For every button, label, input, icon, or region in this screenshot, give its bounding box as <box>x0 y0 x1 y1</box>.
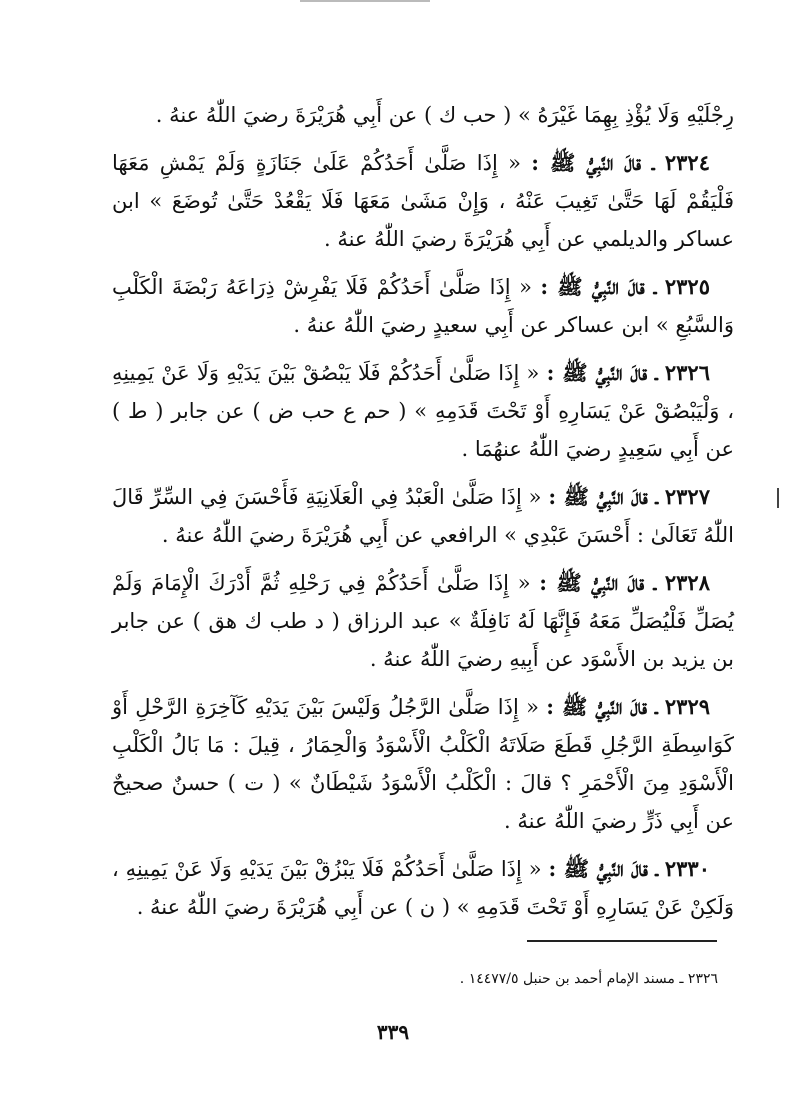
margin-mark <box>777 488 779 508</box>
hadith-2329 <box>112 688 734 840</box>
continuation-paragraph: رِجْلَيْهِ وَلَا يُؤْذِ بِهِمَا غَيْرَهُ » ( حب ك ) عن أَبِي هُرَيْرَةَ رضيَ اللّٰهُ عنهُ . <box>155 103 734 127</box>
page-number: ٣٣٩ <box>376 1020 410 1044</box>
hadith-2328 <box>112 564 734 678</box>
hadith-text: « إِذَا صَلَّىٰ أَحَدُكُمْ فِي رَحْلِهِ ثُمَّ أَدْرَكَ الْإِمَامَ وَلَمْ يُصَلِّ فَلْيُصَلِّ مَعَهُ فَإِنَّهَا لَهُ نَافِلَةٌ » عبد الرزاق ( د طب ك هق ) عن جابر بن يزيد بن الأَسْوَد عن أَبِيهِ رضيَ اللّٰهُ عنهُ . <box>112 571 734 671</box>
hadith-lead: ـ قالَ النَّبِيُّ ﷺ : <box>548 856 658 881</box>
hadith-2325 <box>112 268 734 344</box>
hadith-text: « إِذَا صَلَّىٰ أَحَدُكُمْ فَلَا يَفْرِشْ ذِرَاعَهُ رَبْضَةَ الْكَلْبِ وَالسَّبُعِ » ابن عساكر عن أَبِي سعيدٍ رضيَ اللّٰهُ عنهُ . <box>112 275 734 337</box>
footnote: ٢٣٢٦ ـ مسند الإمام أحمد بن حنبل ١٤٤٧٧/٥ . <box>459 971 718 987</box>
hadith-text: « إِذَا صَلَّىٰ الْعَبْدُ فِي الْعَلَانِيَةِ فَأَحْسَنَ فِي السِّرِّ قَالَ اللّٰهُ تَعَالَىٰ : أَحْسَنَ عَبْدِي » الرافعي عن أَبِي هُرَيْرَةَ رضيَ اللّٰهُ عنهُ . <box>112 485 734 547</box>
hadith-lead: ـ قالَ النَّبِيُّ ﷺ : <box>531 150 655 175</box>
top-edge-mark <box>300 0 430 2</box>
hadith-2326 <box>112 354 734 468</box>
hadith-number: ٢٣٢٤ <box>664 150 710 175</box>
hadith-number: ٢٣٣٠ <box>664 856 710 881</box>
hadith-number: ٢٣٢٧ <box>664 484 710 509</box>
hadith-lead: ـ قالَ النَّبِيُّ ﷺ : <box>540 274 657 299</box>
hadith-lead: ـ قالَ النَّبِيُّ ﷺ : <box>539 570 657 595</box>
hadith-2324 <box>112 144 734 258</box>
hadith-lead: ـ قالَ النَّبِيُّ ﷺ : <box>548 484 658 509</box>
hadith-2330 <box>112 850 734 926</box>
main-text <box>112 96 734 926</box>
hadith-number: ٢٣٢٨ <box>664 570 710 595</box>
hadith-2327 <box>112 478 734 554</box>
hadith-text: « إِذَا صَلَّىٰ أَحَدُكُمْ عَلَىٰ جَنَازَةٍ وَلَمْ يَمْشِ مَعَهَا فَلْيَقُمْ لَهَا حَتَّىٰ تَغِيبَ عَنْهُ ، وَإِنْ مَشَىٰ مَعَهَا فَلَا يَقْعُدْ حَتَّىٰ تُوضَعَ » ابن عساكر والديلمي عن أَبِي هُرَيْرَةَ رضيَ اللّٰهُ عنهُ . <box>112 151 734 251</box>
hadith-number: ٢٣٢٦ <box>664 360 710 385</box>
hadith-number: ٢٣٢٥ <box>664 274 710 299</box>
hadith-lead: ـ قالَ النَّبِيُّ ﷺ : <box>546 360 658 385</box>
hadith-text: « إِذَا صَلَّىٰ الرَّجُلُ وَلَيْسَ بَيْنَ يَدَيْهِ كَآخِرَةِ الرَّحْلِ أَوْ كَوَاسِطَةِ الرَّجُلِ قَطَعَ صَلَاتَهُ الْكَلْبُ الْأَسْوَدُ وَالْحِمَارُ ، قِيلَ : مَا بَالُ الْكَلْبِ الْأَسْوَدِ مِنَ الْأَحْمَرِ ؟ قالَ : الْكَلْبُ الْأَسْوَدُ شَيْطَانٌ » ( ت ) حسنٌ صحيحٌ عن أَبِي ذَرٍّ رضيَ اللّٰهُ عنهُ . <box>112 695 734 833</box>
hadith-text: « إِذَا صَلَّىٰ أَحَدُكُمْ فَلَا يَبْزُقْ بَيْنَ يَدَيْهِ وَلَا عَنْ يَمِينِهِ ، وَلَكِنْ عَنْ يَسَارِهِ أَوْ تَحْتَ قَدَمِهِ » ( ن ) عن أَبِي هُرَيْرَةَ رضيَ اللّٰهُ عنهُ . <box>112 857 734 919</box>
hadith-lead: ـ قالَ النَّبِيُّ ﷺ : <box>546 694 658 719</box>
footnote-separator <box>527 940 717 942</box>
hadith-number: ٢٣٢٩ <box>664 694 711 719</box>
hadith-text: « إِذَا صَلَّىٰ أَحَدُكُمْ فَلَا يَبْصُقْ بَيْنَ يَدَيْهِ وَلَا عَنْ يَمِينِهِ ، وَلْيَبْصُقْ عَنْ يَسَارِهِ أَوْ تَحْتَ قَدَمِهِ » ( حم ع حب ض ) عن جابر ( ط ) عن أَبِي سَعِيدٍ رضيَ اللّٰهُ عنهُمَا . <box>112 361 734 461</box>
